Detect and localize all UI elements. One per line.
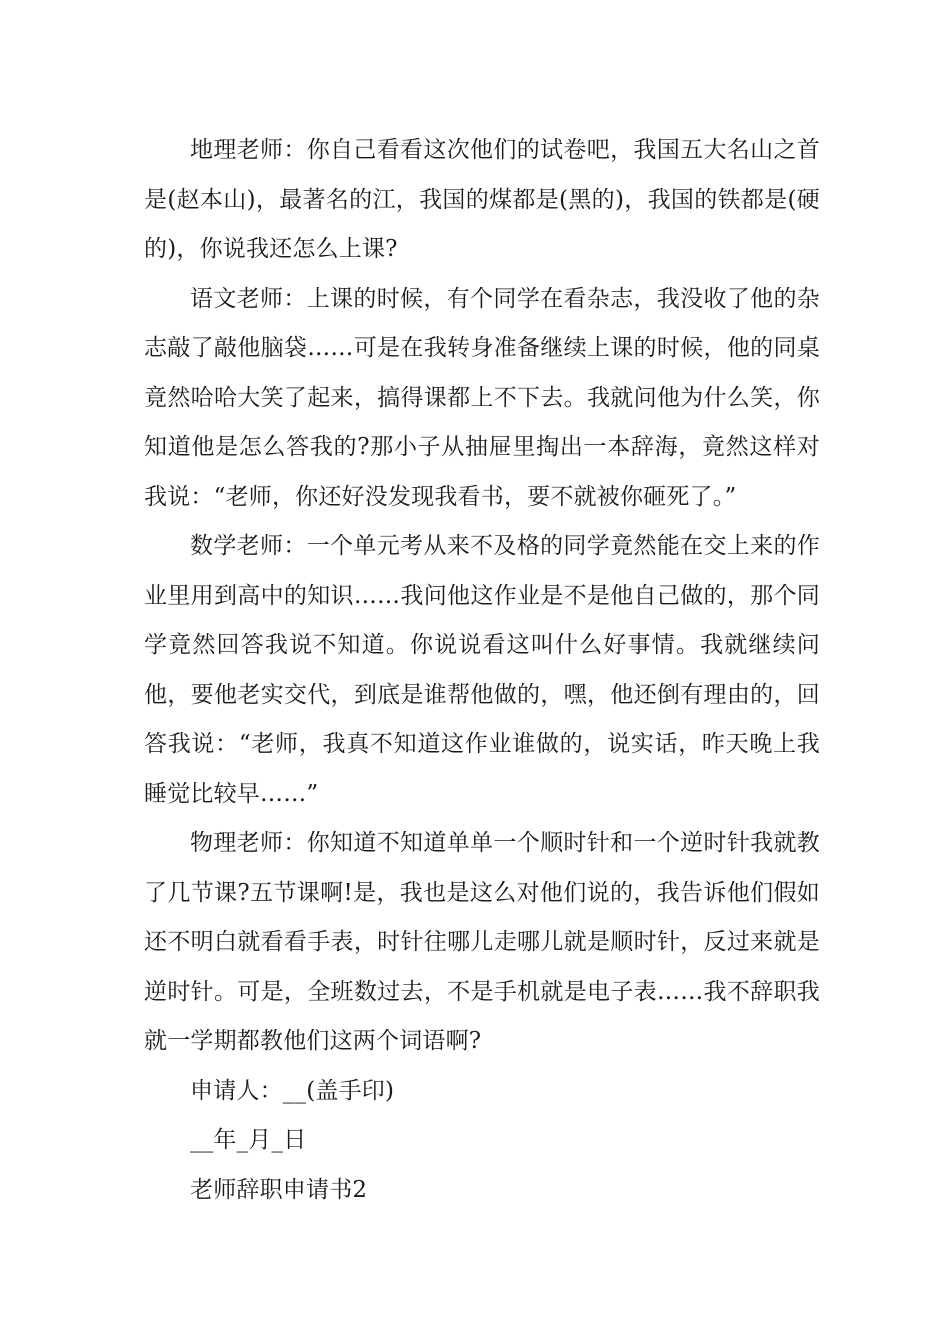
paragraph-chinese-teacher: 语文老师：上课的时候，有个同学在看杂志，我没收了他的杂志敲了敲他脑袋……可是在我转身准备继续上课的时候，他的同桌竟然哈哈大笑了起来，搞得课都上不下去。我就问他为什么笑，你知道他是怎么答我的?那小子从抽屉里掏出一本辞海，竟然这样对我说：“老师，你还好没发现我看书，要不就被你砸死了。” <box>144 285 820 510</box>
paragraph-geography-teacher: 地理老师：你自己看看这次他们的试卷吧，我国五大名山之首是(赵本山)，最著名的江，我国的煤都是(黑的)，我国的铁都是(硬的)，你说我还怎么上课? <box>144 137 821 262</box>
paragraph-math-teacher: 数学老师：一个单元考从来不及格的同学竟然能在交上来的作业里用到高中的知识……我问他这作业是不是他自己做的，那个同学竟然回答我说不知道。你说说看这叫什么好事情。我就继续问他，要他老实交代，到底是谁帮他做的，嘿，他还倒有理由的，回答我说：“老师，我真不知道这作业谁做的，说实话，昨天晚上我睡觉比较早……” <box>144 533 820 807</box>
paragraph-physics-teacher: 物理老师：你知道不知道单单一个顺时针和一个逆时针我就教了几节课?五节课啊!是，我也是这么对他们说的，我告诉他们假如还不明白就看看手表，时针往哪儿走哪儿就是顺时针，反过来就是逆时针。可是，全班数过去，不是手机就是电子表……我不辞职我就一学期都教他们这两个词语啊? <box>144 830 820 1054</box>
document-body <box>144 126 820 1215</box>
next-section-title: 老师辞职申请书2 <box>190 1176 368 1203</box>
date-line: __年_月_日 <box>190 1127 307 1153</box>
applicant-line: 申请人：__(盖手印) <box>190 1077 395 1104</box>
